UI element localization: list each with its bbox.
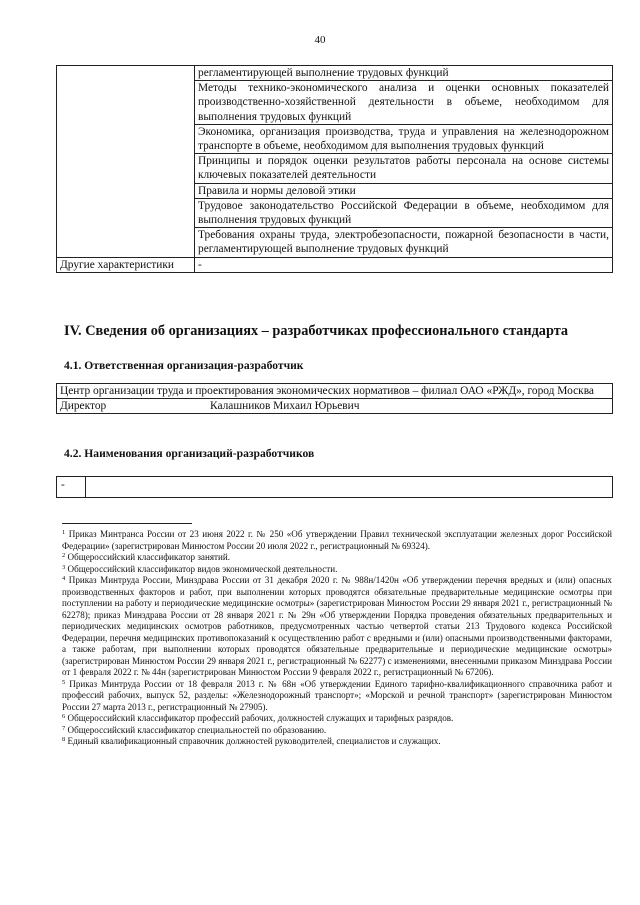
footnote-text: Приказ Минтранса России от 23 июня 2022 г. № 250 «Об утверждении Правил технической эксплуатации железных дорог Российской Федерации» (зарегистрирован Минюстом России 20 июля 2022 г., регистрационный № 69324). (62, 529, 612, 551)
position-label: Директор (60, 400, 107, 413)
person-name: Калашников Михаил Юрьевич (210, 400, 360, 413)
other-characteristics-label: Другие характеристики (57, 257, 195, 272)
footnote-number: 6 (62, 713, 66, 720)
footnote-number: 3 (62, 563, 66, 571)
table-row (57, 257, 613, 272)
responsible-org-table (56, 383, 613, 414)
developers-table (56, 476, 613, 498)
other-characteristics-value: - (195, 257, 613, 272)
footnote-text: Общероссийский классификатор специальностей по образованию. (67, 724, 327, 735)
subsection-title-developers: 4.2. Наименования организаций-разработчиков (64, 447, 315, 460)
table-cell: регламентирующей выполнение трудовых функций (195, 66, 613, 81)
table-cell: Экономика, организация производства, труда и управления на железнодорожном транспорте в объеме, необходимом для выполнения трудовых функций (195, 124, 613, 153)
footnote (62, 529, 612, 552)
footnote-number: 8 (62, 736, 66, 743)
page-number: 40 (314, 34, 326, 46)
footnote (62, 736, 612, 748)
section-title: IV. Сведения об организациях – разработчиках профессионального стандарта (64, 323, 569, 339)
footnote-number: 1 (62, 529, 66, 536)
requirements-table (56, 65, 613, 273)
footnote-text: Общероссийский классификатор профессий рабочих, должностей служащих и тарифных разрядов. (67, 713, 454, 723)
table-cell: Требования охраны труда, электробезопасности, пожарной безопасности в части, регламентирующей выполнение трудовых функций (195, 228, 613, 257)
row-label-cell (57, 66, 195, 258)
org-name: Центр организации труда и проектирования экономических нормативов – филиал ОАО «РЖД», город Москва (57, 384, 613, 399)
table-cell: Правила и нормы деловой этики (195, 183, 613, 198)
footnote-text: Общероссийский классификатор видов экономической деятельности. (67, 563, 338, 574)
director-cell (57, 399, 613, 414)
footnote-separator (62, 523, 192, 524)
dev-number: - (57, 477, 86, 498)
footnote (62, 725, 612, 737)
footnote-text: Общероссийский классификатор занятий. (67, 552, 231, 562)
subsection-title-responsible: 4.1. Ответственная организация-разработчик (64, 359, 304, 372)
table-cell: Методы технико-экономического анализа и оценки основных показателей производственно-хозяйственной деятельности в объеме, необходимом для выполнения трудовых функций (195, 81, 613, 125)
footnote (62, 564, 612, 576)
footnote-text: Единый квалификационный справочник должностей руководителей, специалистов и служащих. (67, 736, 441, 746)
table-cell: Принципы и порядок оценки результатов работы персонала на основе системы ключевых показателей деятельности (195, 154, 613, 183)
table-cell: Трудовое законодательство Российской Федерации в объеме, необходимом для выполнения трудовых функций (195, 198, 613, 227)
table-row (57, 66, 613, 81)
table-row (57, 399, 613, 414)
footnote-number: 2 (62, 552, 66, 559)
footnote-number: 4 (62, 575, 66, 582)
table-row (57, 384, 613, 399)
footnotes (62, 529, 612, 748)
footnote (62, 575, 612, 679)
footnote-text: Приказ Минтруда России, Минздрава России от 31 декабря 2020 г. № 988н/1420н «Об утверждении перечня вредных и (или) опасных производственных факторов и работ, при выполнении которых проводятся обязательные предварительные медицинские осмотры при поступлении на работу и периодические медицинские осмотры» (зарегистрирован Минюстом России 29 января 2021 г., регистрационный № 62278); приказ Минздрава России от 28 января 2021 г. № 29н «Об утверждении Порядка проведения обязательных предварительных и периодических медицинских осмотров работников, предусмотренных частью четвертой статьи 213 Трудового кодекса Российской Федерации, перечня медицинских противопоказаний к осуществлению работ с вредными и (или) опасными производственными факторами, а также работам, при выполнении которых проводятся обязательные предварительные и периодические медицинские осмотры» (зарегистрирован Минюстом России 29 января 2021 г., регистрационный № 62277) с изменениями, внесенными приказом Минздрава России от 1 февраля 2022 г. № 44н (зарегистрирован Минюстом России 9 февраля 2022 г., регистрационный № 67206). (62, 575, 612, 677)
footnote-number: 5 (62, 678, 66, 686)
footnote-text: Приказ Минтруда России от 18 февраля 2013 г. № 68н «Об утверждении Единого тарифно-квалификационного справочника работ и профессий рабочих, выпуск 52, разделы: «Железнодорожный транспорт»; «Морской и речной транспорт» (зарегистрирован Минюстом России 27 марта 2013 г., регистрационный № 27905). (62, 678, 612, 712)
footnote (62, 713, 612, 725)
table-row (57, 477, 613, 498)
footnote (62, 552, 612, 564)
footnote (62, 679, 612, 714)
dev-name (86, 477, 613, 498)
footnote-number: 7 (62, 724, 66, 732)
